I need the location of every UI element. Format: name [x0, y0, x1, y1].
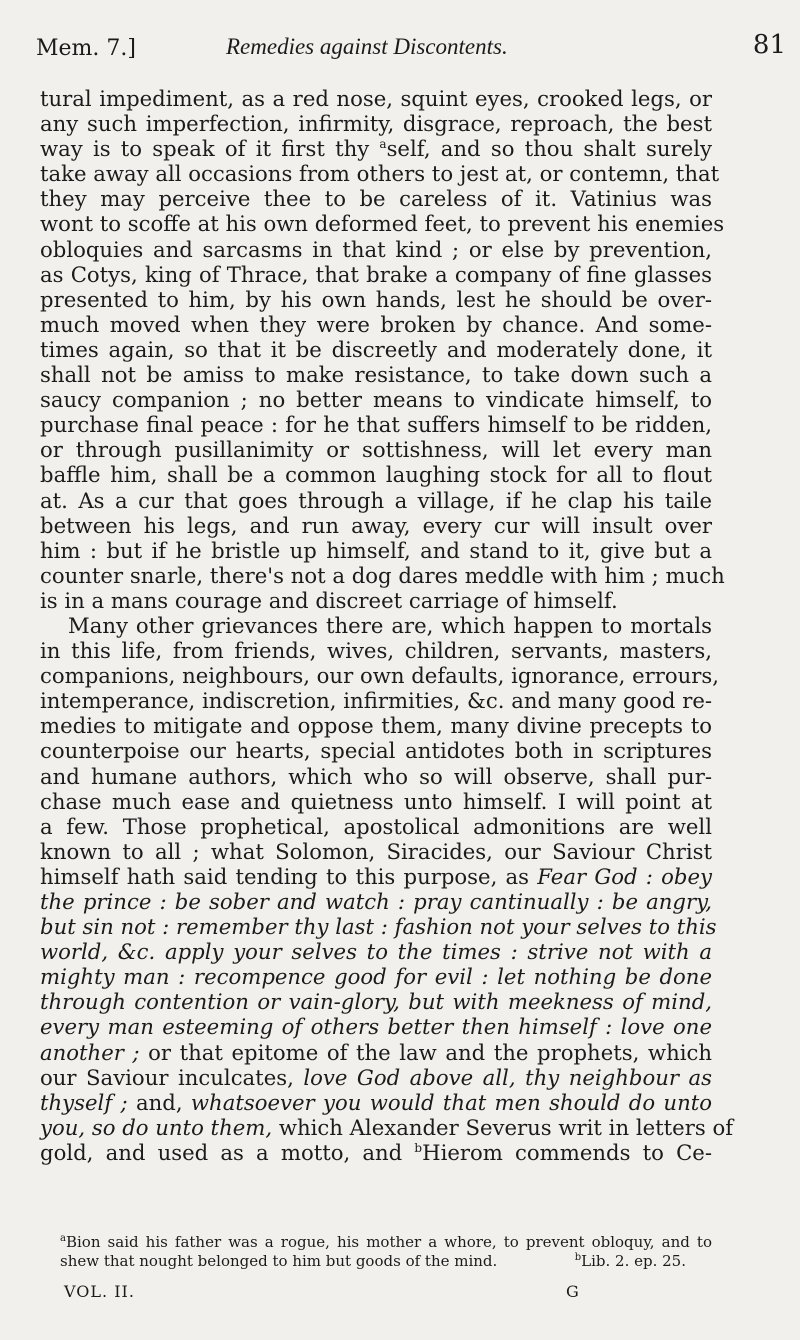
text-line: medies to mitigate and oppose them, many divine precepts to — [40, 713, 712, 739]
text-line: presented to him, by his own hands, lest he should be over- — [40, 286, 712, 312]
text-line: and humane authors, which who so will observe, shall pur- — [40, 763, 712, 789]
text-line: wont to scoffe at his own deformed feet, to prevent his enemies — [40, 211, 725, 237]
text-line: mighty man : recompence good for evil : let nothing be done — [40, 964, 712, 990]
text-line: baffle him, shall be a common laughing stock for all to flout — [40, 462, 712, 488]
text-line: or through pusillanimity or sottishness, will let every man — [40, 437, 712, 463]
text-line: in this life, from friends, wives, children, servants, masters, — [40, 638, 712, 664]
body-text — [40, 86, 734, 1165]
text-line: chase much ease and quietness unto himself. I will point at — [40, 788, 712, 814]
text-line: at. As a cur that goes through a village, if he clap his taile — [40, 487, 712, 513]
text-line: counterpoise our hearts, special antidotes both in scriptures — [40, 738, 712, 764]
section-marker: Mem. 7.] — [36, 36, 136, 61]
text-line: through contention or vain-glory, but with meekness of mind, — [40, 989, 712, 1015]
running-title: Remedies against Discontents. — [226, 34, 508, 59]
text-line: much moved when they were broken by chance. And some- — [40, 311, 712, 337]
text-line: take away all occasions from others to jest at, or contemn, that — [40, 161, 720, 187]
text-line: but sin not : remember thy last : fashion not your selves to this — [40, 914, 717, 940]
running-header — [36, 30, 786, 70]
text-line: thyself ; and, whatsoever you would that men should do unto — [40, 1089, 712, 1115]
text-line: shall not be amiss to make resistance, to take down such a — [40, 362, 712, 388]
footnote-ref-a: a — [379, 137, 387, 152]
text-line: as Cotys, king of Thrace, that brake a company of fine glasses — [40, 261, 712, 287]
footnote-a-continued: shew that nought belonged to him but goods of the mind. $^b$Lib. 2. ep. 25. — [60, 1252, 686, 1270]
text-line: Many other grievances there are, which happen to mortals — [68, 612, 712, 638]
text-line: world, &c. apply your selves to the times : strive not with a — [40, 939, 712, 965]
footnote-b: $^b$Lib. 2. ep. 25. — [574, 1252, 686, 1270]
footnote-ref-b: b — [414, 1140, 423, 1155]
text-line: purchase final peace : for he that suffers himself to be ridden, — [40, 412, 712, 438]
signature-mark: G — [566, 1282, 579, 1301]
page-number: 81 — [752, 30, 786, 60]
text-line: obloquies and sarcasms in that kind ; or else by prevention, — [40, 236, 712, 262]
text-line: intemperance, indiscretion, infirmities, &c. and many good re- — [40, 688, 713, 714]
text-line: the prince : be sober and watch : pray cantinually : be angry, — [40, 889, 712, 914]
text-line: between his legs, and run away, every cur will insult over — [40, 512, 712, 538]
text-line: you, so do unto them, which Alexander Severus writ in letters of — [40, 1114, 734, 1140]
text-line: a few. Those prophetical, apostolical admonitions are well — [40, 813, 712, 839]
text-line: times again, so that it be discreetly and moderately done, it — [40, 336, 712, 362]
text-line: another ; or that epitome of the law and the prophets, which — [40, 1039, 712, 1065]
text-line: tural impediment, as a red nose, squint eyes, crooked legs, or — [40, 86, 712, 111]
footnotes — [60, 1233, 712, 1271]
text-line: they may perceive thee to be careless of it. Vatinius was — [40, 186, 712, 212]
text-line: our Saviour inculcates, love God above all, thy neighbour as — [40, 1064, 712, 1090]
text-line: counter snarle, there's not a dog dares meddle with him ; much — [40, 562, 725, 588]
text-line: every man esteeming of others better then himself : love one — [40, 1014, 712, 1040]
text-line: companions, neighbours, our own defaults, ignorance, errours, — [40, 663, 720, 689]
text-line: gold, and used as a motto, and $^b$Hierom commends to Ce- — [40, 1139, 713, 1165]
text-line: saucy companion ; no better means to vindicate himself, to — [40, 387, 712, 413]
text-line: way is to speak of it first thy $^a$self, and so thou shalt surely — [40, 136, 712, 162]
footnote-a: $^a$Bion said his father was a rogue, his mother a whore, to prevent obloquy, and to — [60, 1233, 712, 1251]
text-line: him : but if he bristle up himself, and stand to it, give but a — [40, 537, 712, 563]
text-line: any such imperfection, infirmity, disgrace, reproach, the best — [40, 111, 712, 137]
text-line: known to all ; what Solomon, Siracides, our Saviour Christ — [40, 838, 712, 864]
volume-label: VOL. II. — [64, 1282, 135, 1301]
text-line: is in a mans courage and discreet carriage of himself. — [40, 587, 618, 613]
text-line: himself hath said tending to this purpose, as Fear God : obey — [40, 863, 712, 889]
